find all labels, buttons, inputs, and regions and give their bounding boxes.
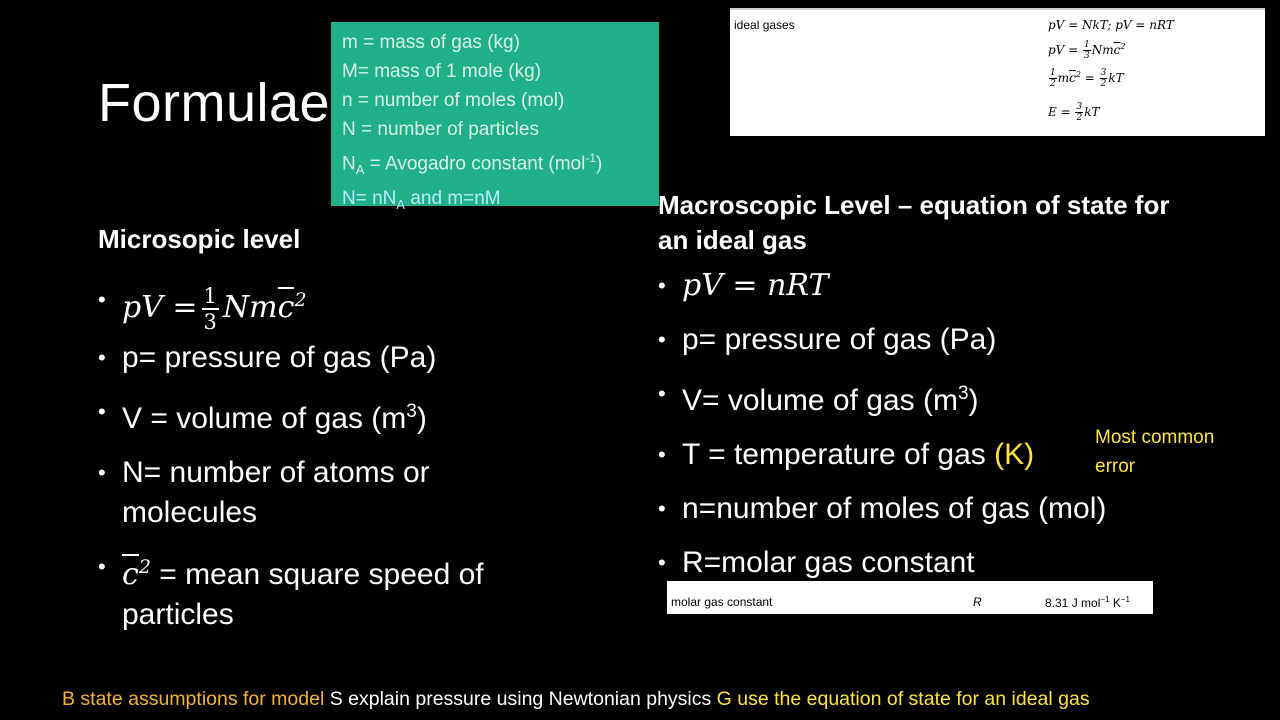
list-item: • R=molar gas constant (658, 543, 1218, 583)
avogadro-line: $N_A$ = Avogadro constant (mol$^{-1}$) (342, 151, 603, 178)
list-item: • N= number of atoms or molecules (98, 453, 568, 533)
ideal-gas-eq-4: E = $\frac{3}{2}$ kT (1048, 102, 1100, 123)
microscopic-heading: Microsopic level (98, 224, 301, 254)
molar-symbol: R (973, 595, 982, 609)
list-item: • p= pressure of gas (Pa) (658, 320, 1218, 360)
page-title: Formulae (98, 73, 331, 133)
list-item: • p= pressure of gas (Pa) (98, 338, 568, 378)
variable-line: N = number of particles (342, 119, 539, 140)
microscopic-formula: • pV = $\frac{1}{3}$ Nmc$^2$ (98, 272, 568, 336)
ideal-gas-eq-3: $\frac{1}{2}$ $m\overline{c}^2$ = $\frac{3}{2}$ kT (1050, 68, 1124, 89)
variable-line: m = mass of gas (kg) (342, 32, 520, 53)
macroscopic-formula: • pV = nRT (658, 266, 1218, 306)
list-item: • T = temperature of gas (K) (658, 435, 1218, 475)
ideal-gas-eq-2: pV = $\frac{1}{3}$ $Nm\overline{c}^2$ (1048, 40, 1126, 61)
macroscopic-heading: Macroscopic Level – equation of state for an ideal gas (658, 190, 1170, 255)
objective-b: B state assumptions for model (62, 688, 325, 710)
list-item: • V = volume of gas $(m^3)$ (98, 392, 568, 439)
objective-g: G use the equation of state for an ideal gas (711, 688, 1090, 710)
common-error-note: Most common error (1095, 427, 1215, 477)
ideal-gases-equations-image (730, 8, 1265, 136)
variable-line: n = number of moles (mol) (342, 90, 565, 111)
list-item: • V= volume of gas $(m^3)$ (658, 374, 1218, 421)
molar-label: molar gas constant (671, 595, 773, 609)
molar-value: 8.31 J mol$^{-1}$ $K^{-1}$ (1045, 595, 1130, 610)
ideal-gases-label: ideal gases (734, 18, 795, 32)
learning-objectives-footer (62, 688, 1090, 711)
variables-box (331, 22, 659, 212)
list-item: • $c^2$ = mean square speed of particles (98, 547, 568, 635)
molar-gas-constant-image (667, 581, 1153, 614)
relation-line: $N= nN_A$ and m=nM (342, 188, 501, 212)
list-item: • n=number of moles of gas (mol) (658, 489, 1218, 529)
variable-line: M= mass of 1 mole (kg) (342, 61, 542, 82)
ideal-gas-eq-1: pV = NkT; pV = nRT (1048, 18, 1174, 32)
microscopic-list (98, 272, 568, 635)
kelvin-unit: (K) (994, 438, 1035, 471)
objective-s: S explain pressure using Newtonian physics (324, 688, 712, 710)
